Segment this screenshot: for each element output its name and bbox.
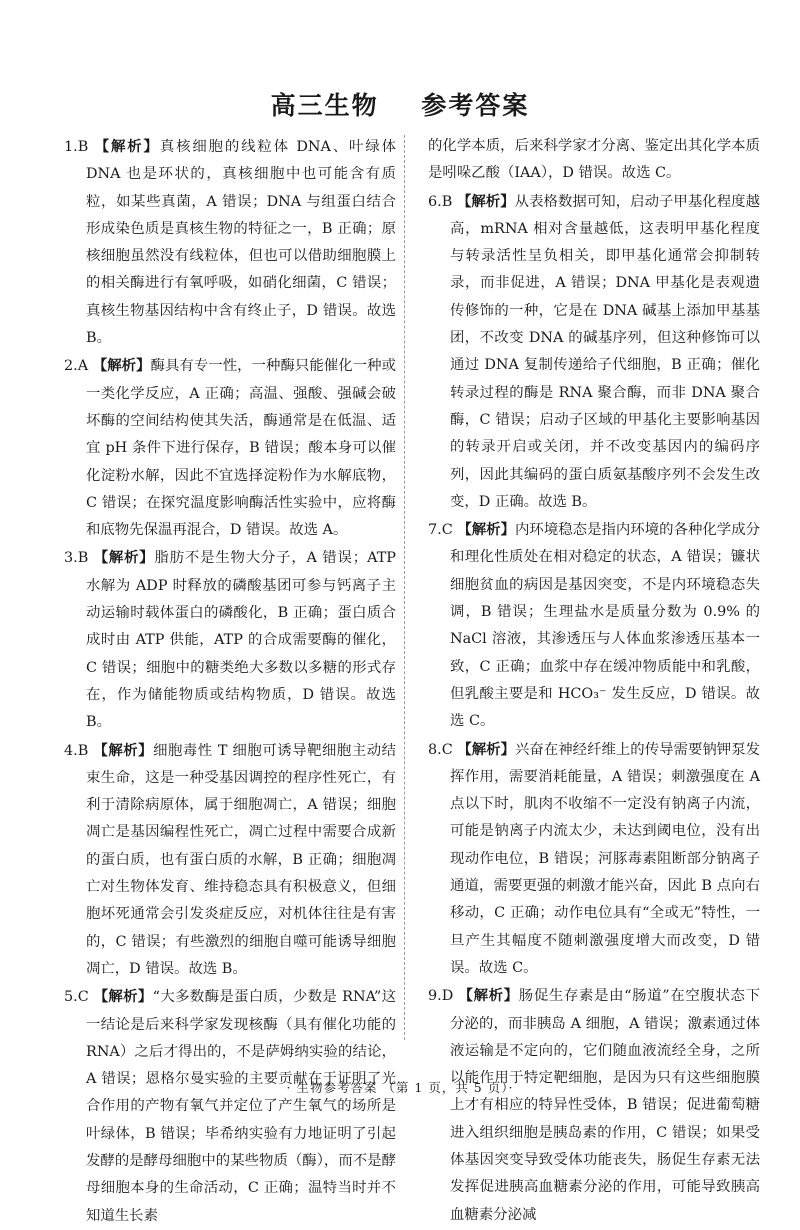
answer-text: 脂肪不是生物大分子，A 错误；ATP 水解为 ADP 时释放的磷酸基团可参与钙离子主动运输时载体蛋白的磷酸化，B 正确；蛋白质合成时由 ATP 供能，ATP 的合成需要酶的催化，C 错误；细胞中的糖类绝大多数以多糖的形式存在，作为储能物质或结构物质，D 错误。故选 B。 bbox=[86, 550, 396, 731]
answer-number: 9.D bbox=[428, 988, 454, 1005]
analysis-tag: 【解析】 bbox=[94, 138, 160, 155]
analysis-tag: 【解析】 bbox=[457, 521, 516, 539]
answer-item-6 bbox=[428, 188, 760, 517]
answer-number: 4.B bbox=[64, 742, 89, 759]
answer-number: 5.C bbox=[64, 989, 89, 1006]
answer-item-7 bbox=[428, 516, 760, 735]
answer-text: 真核细胞的线粒体 DNA、叶绿体 DNA 也是环状的，真核细胞中也可能含有质粒，如某些真菌，A 错误；DNA 与组蛋白结合形成染色质是真核生物的特征之一，B 正确；原核细胞虽然没有线粒体，但也可以借助细胞膜上的相关酶进行有氧呼吸，如硝化细菌，C 错误；真核生物基因结构中含有终止子，D 错误。故选 B。 bbox=[86, 139, 396, 347]
answer-item-3 bbox=[64, 544, 396, 736]
answer-text: 细胞毒性 T 细胞可诱导靶细胞主动结束生命，这是一种受基因调控的程序性死亡，有利于清除病原体，属于细胞凋亡，A 错误；细胞凋亡是基因编程性死亡，凋亡过程中需要合成新的蛋白质，也有蛋白质的水解，B 正确；细胞凋亡对生物体发育、维持稳态具有积极意义，但细胞坏死通常会引发炎症反应，对机体往往是有害的，C 错误；有些激烈的细胞自噬可能诱导细胞凋亡，D 错误。故选 B。 bbox=[86, 742, 397, 977]
answer-item-1 bbox=[64, 133, 396, 352]
answer-number: 1.B bbox=[64, 139, 89, 155]
answer-text: 内环境稳态是指内环境的各种化学成分和理化性质处在相对稳定的状态，A 错误；镰状细胞贫血的病因是基因突变，不是内环境稳态失调，B 错误；生理盐水是质量分数为 0.9% 的 NaCl 溶液，其渗透压与人体血浆渗透压基本一致，C 正确；血浆中存在缓冲物质能中和乳酸，但乳酸主要是和 HCO₃⁻ 发生反应，D 错误。故选 C。 bbox=[450, 522, 760, 730]
answer-item-5-continued bbox=[428, 133, 760, 188]
analysis-tag: 【解析】 bbox=[92, 357, 151, 375]
answer-number: 3.B bbox=[64, 550, 89, 567]
analysis-tag: 【解析】 bbox=[458, 987, 519, 1005]
column-divider bbox=[404, 135, 405, 1040]
answer-item-5 bbox=[64, 983, 396, 1230]
answer-item-9 bbox=[428, 982, 760, 1229]
answer-text: 从表格数据可知，启动子甲基化程度越高，mRNA 相对含量越低，这表明甲基化程度与转录活性呈负相关，即甲基化通常会抑制转录，而非促进，A 错误；DNA 甲基化是表观遗传修饰的一种，它是在 DNA 碱基上添加甲基基团，不改变 DNA 的碱基序列，但这种修饰可以通过 DNA 复制传递给子代细胞，B 正确；催化转录过程的酶是 RNA 聚合酶，而非 DNA 聚合酶，C 错误；启动子区域的甲基化主要影响基因的转录开启或关闭，并不改变基因内的编码序列，因此其编码的蛋白质氨基酸序列不会发生改变，D 正确。故选 B。 bbox=[450, 193, 760, 510]
answer-text: 兴奋在神经纤维上的传导需要钠钾泵发挥作用，需要消耗能量，A 错误；刺激强度在 A 点以下时，肌肉不收缩不一定没有钠离子内流，可能是钠离子内流太少，未达到阈电位，没有出现动作电位，B 错误；河豚毒素阻断部分钠离子通道，需要更强的刺激才能兴奋，因此 B 点向右移动，C 正确；动作电位具有“全或无”特性，一旦产生其幅度不随刺激强度增大而改变，D 错误。故选 C。 bbox=[450, 741, 760, 976]
answer-text: 肠促生存素是由“肠道”在空腹状态下分泌的，而非胰岛 A 细胞，A 错误；激素通过体液运输是不定向的，它们随血液流经全身，之所以能作用于特定靶细胞，是因为只有这些细胞膜上才有相应的特异性受体，B 错误；促进葡萄糖进入组织细胞是胰岛素的作用，C 错误；如果受体基因突变导致受体功能丧失，肠促生存素无法发挥促进胰高血糖素分泌的作用，可能导致胰高血糖素分泌减 bbox=[450, 988, 760, 1223]
analysis-tag: 【解析】 bbox=[457, 740, 516, 758]
answer-text: 的化学本质，后来科学家才分离、鉴定出其化学本质是吲哚乙酸（IAA），D 错误。故选 C。 bbox=[428, 138, 760, 182]
page-title: 高三生物 参考答案 bbox=[270, 91, 530, 120]
page-footer: · 生物参考答案 （第 1 页，共 5 页）· bbox=[286, 1080, 514, 1095]
analysis-tag: 【解析】 bbox=[93, 988, 153, 1006]
answer-item-8 bbox=[428, 736, 760, 983]
answer-text: 酶具有专一性，一种酶只能催化一种或一类化学反应，A 正确；高温、强酸、强碱会破坏酶的空间结构使其失活，酶通常是在低温、适宜 pH 条件下进行保存，B 错误；酸本身可以催化淀粉水解，因此不宜选择淀粉作为水解底物，C 错误；在探究温度影响酶活性实验中，应将酶和底物先保温再混合，D 错误。故选 A。 bbox=[86, 358, 396, 539]
answer-number: 8.C bbox=[428, 741, 453, 758]
left-column bbox=[64, 133, 397, 1224]
answer-number: 2.A bbox=[64, 358, 89, 375]
answer-number: 6.B bbox=[428, 193, 453, 210]
answer-item-4 bbox=[64, 737, 397, 984]
analysis-tag: 【解析】 bbox=[93, 741, 154, 759]
right-column bbox=[428, 133, 760, 1223]
answer-number: 7.C bbox=[428, 522, 453, 539]
analysis-tag: 【解析】 bbox=[93, 549, 155, 567]
answer-text: “大多数酶是蛋白质，少数是 RNA”这一结论是后来科学家发现核酶（具有催化功能的 RNA）之后才得出的，不是萨姆纳实验的结论，A 错误；恩格尔曼实验的主要贡献在于证明了光合作用的产物有氧气并定位了产生氧气的场所是叶绿体，B 错误；毕希纳实验有力地证明了引起发酵的是酵母细胞中的某些物质（酶），而不是酵母细胞本身的生命活动，C 正确；温特当时并不知道生长素 bbox=[86, 989, 396, 1224]
analysis-tag: 【解析】 bbox=[456, 192, 515, 210]
answer-item-2 bbox=[64, 352, 396, 544]
